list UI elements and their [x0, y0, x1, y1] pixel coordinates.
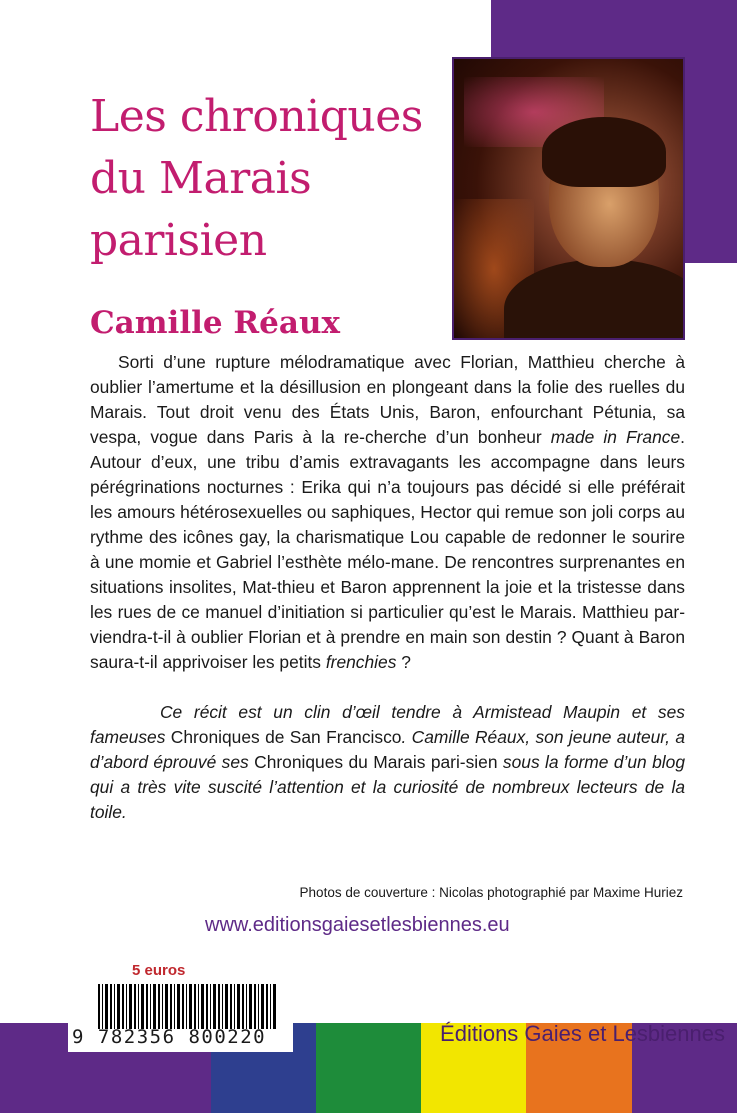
title-line: du Marais [90, 153, 312, 204]
author-name: Camille Réaux [90, 305, 340, 341]
price-label: 5 euros [132, 962, 186, 979]
publisher-name: Éditions Gaies et Lesbiennes [440, 1021, 725, 1046]
back-cover-text [90, 350, 685, 825]
title-line: parisien [90, 215, 267, 266]
stripe [316, 1023, 421, 1113]
cover-photo [452, 57, 685, 340]
publisher-website[interactable]: www.editionsgaiesetlesbiennes.eu [205, 914, 510, 936]
photo-credit: Photos de couverture : Nicolas photographié par Maxime Huriez [299, 885, 683, 900]
book-title [90, 86, 423, 272]
summary-paragraph: Sorti d’une rupture mélodramatique avec Florian, Matthieu cherche à oublier l’amertume et la désillusion en plongeant dans la folie des ruelles du Marais. Tout droit venu des États Unis, Baron, enfourchant Pétunia, sa vespa, vogue dans Paris à la re-cherche d’un bonheur made in France. Autour d’eux, une tribu d’amis extravagants les accompagne dans leurs pérégrinations nocturnes : Erika qui n’a toujours pas décidé si elle préférait les amours hétérosexuelles ou saphiques, Hector qui remue son joli corps au rythme des icônes gay, la charismatique Lou capable de redonner le sourire à une momie et Gabriel l’esthète mélo-mane. De rencontres surprenantes en situations insolites, Mat-thieu et Baron apprennent la joie et la tristesse dans les rues de ce manuel d’initiation si particulier qu’est le Marais. Matthieu par-viendra-t-il à oublier Florian et à prendre en main son destin ? Quant à Baron saura-t-il apprivoiser les petits frenchies ? [90, 352, 685, 672]
isbn-number: 9 782356 800220 [72, 1026, 267, 1048]
barcode-bars [98, 984, 278, 1029]
barcode [68, 980, 293, 1052]
title-line: Les chroniques [90, 91, 423, 142]
author-note: Ce récit est un clin d’œil tendre à Armistead Maupin et ses fameuses Chroniques de San Francisco. Camille Réaux, son jeune auteur, a d’abord éprouvé ses Chroniques du Marais pari-sien sous la forme d’un blog qui a très vite suscité l’attention et la curiosité de nombreux lecteurs de la toile. [90, 702, 686, 822]
